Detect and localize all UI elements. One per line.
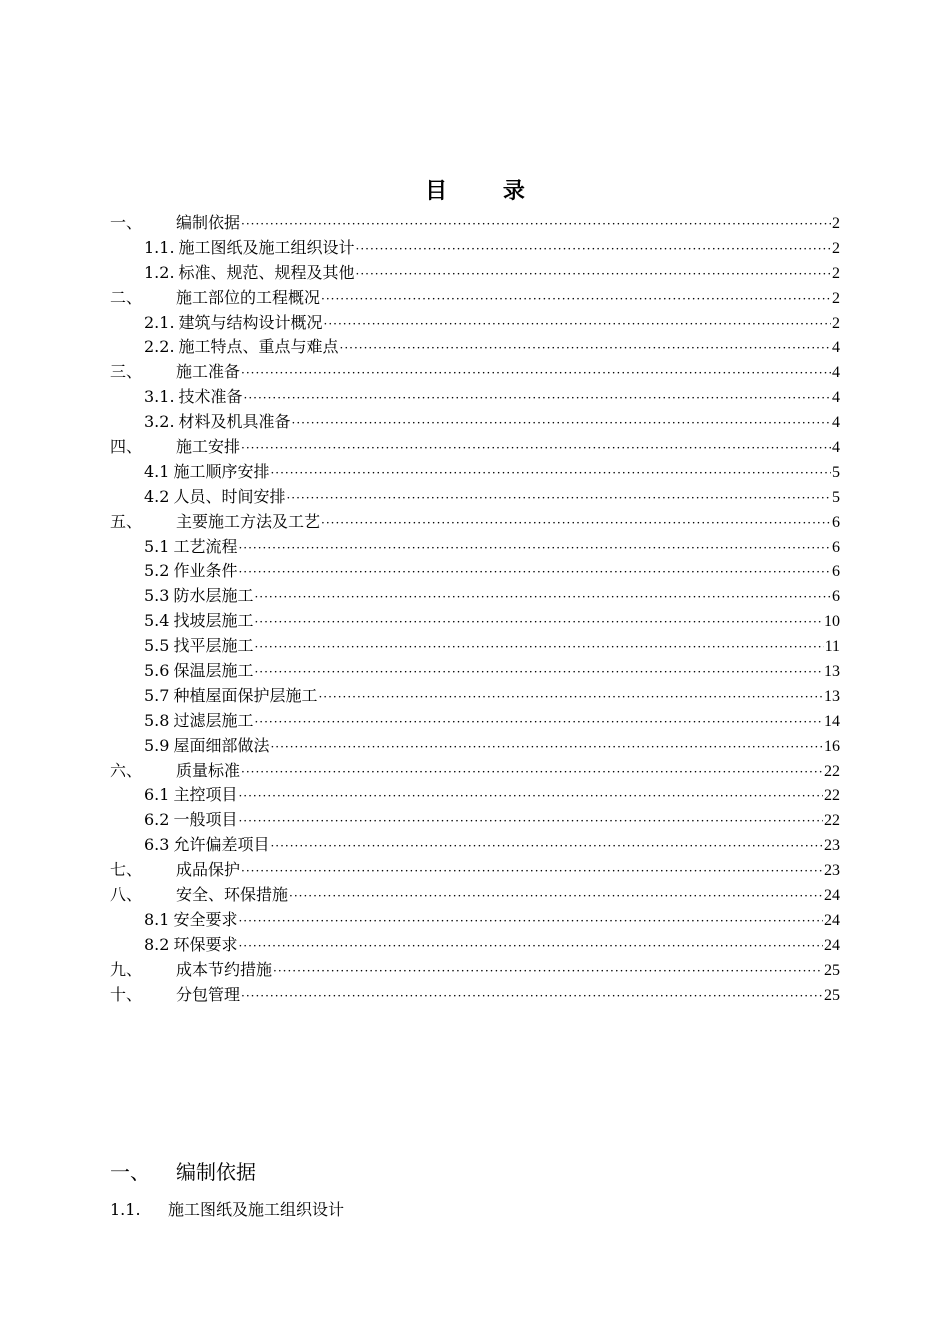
toc-entry-title: 屋面细部做法 (173, 735, 270, 755)
toc-entry-page: 13 (824, 687, 840, 705)
toc-entry-number: 九、 (110, 959, 143, 979)
toc-entry-title: 找平层施工 (173, 636, 254, 656)
toc-entry-page: 23 (824, 862, 840, 880)
toc-entry-page: 5 (832, 488, 840, 506)
toc-dot-leader (238, 809, 823, 834)
toc-entry-page: 23 (824, 837, 840, 855)
toc-dot-leader (292, 411, 831, 436)
toc-entry-number: 6.2 (144, 810, 170, 830)
toc-dot-leader (254, 585, 831, 610)
toc-dot-leader (241, 361, 831, 386)
toc-entry-page: 2 (832, 314, 840, 332)
toc-entry-number: 4.2 (144, 486, 170, 506)
toc-dot-leader (270, 735, 823, 760)
toc-entry-number: 2.1. (144, 312, 175, 332)
toc-entry[interactable] (110, 883, 840, 908)
toc-entry[interactable] (110, 933, 840, 958)
toc-entry-title: 建筑与结构设计概况 (178, 312, 323, 332)
toc-entry-number: 8.1 (144, 909, 170, 929)
toc-entry[interactable] (110, 261, 840, 286)
toc-entry-title: 标准、规范、规程及其他 (178, 262, 355, 282)
toc-entry-page: 13 (824, 663, 840, 681)
toc-entry-page: 4 (832, 439, 840, 457)
toc-entry-title: 作业条件 (173, 561, 238, 581)
toc-dot-leader (238, 934, 823, 959)
toc-entry-number: 5.1 (144, 536, 170, 556)
toc-entry-number: 6.3 (144, 835, 170, 855)
toc-entry-page: 24 (824, 911, 840, 929)
toc-entry-number: 5.8 (144, 710, 170, 730)
toc-entry-title: 主要施工方法及工艺 (176, 511, 321, 531)
toc-entry-page: 24 (824, 936, 840, 954)
toc-entry[interactable] (110, 858, 840, 883)
toc-entry[interactable] (110, 286, 840, 311)
toc-entry[interactable] (110, 236, 840, 261)
table-of-contents (110, 211, 840, 1008)
toc-entry-title: 找坡层施工 (173, 611, 254, 631)
toc-dot-leader (270, 834, 823, 859)
toc-entry-number: 5.7 (144, 685, 170, 705)
toc-entry-title: 施工顺序安排 (173, 461, 270, 481)
subsection-title: 施工图纸及施工组织设计 (168, 1200, 345, 1219)
toc-entry-page: 2 (832, 215, 840, 232)
toc-entry[interactable] (110, 808, 840, 833)
toc-entry[interactable] (110, 559, 840, 584)
toc-entry-title: 施工图纸及施工组织设计 (178, 237, 355, 257)
toc-entry-title: 一般项目 (173, 810, 238, 830)
toc-entry-page: 2 (832, 289, 840, 307)
toc-entry-title: 安全要求 (173, 909, 238, 929)
toc-entry-number: 4.1 (144, 461, 170, 481)
toc-entry[interactable] (110, 311, 840, 336)
toc-entry-number: 2.2. (144, 337, 175, 357)
toc-entry-page: 2 (832, 264, 840, 282)
toc-entry-number: 5.3 (144, 586, 170, 606)
toc-entry-number: 6.1 (144, 785, 170, 805)
toc-entry[interactable] (110, 360, 840, 385)
toc-dot-leader (324, 312, 831, 337)
toc-entry-number: 5.4 (144, 611, 170, 631)
toc-entry-title: 保温层施工 (173, 661, 254, 681)
toc-entry-number: 四、 (110, 437, 143, 457)
toc-entry-page: 4 (832, 414, 840, 432)
toc-entry-page: 22 (824, 787, 840, 805)
toc-entry[interactable] (110, 833, 840, 858)
toc-dot-leader (238, 909, 823, 934)
toc-dot-leader (238, 560, 831, 585)
toc-entry-title: 成品保护 (176, 860, 241, 880)
toc-dot-leader (321, 511, 831, 536)
toc-entry-title: 编制依据 (176, 213, 241, 232)
toc-dot-leader (241, 436, 831, 461)
toc-entry[interactable] (110, 783, 840, 808)
toc-dot-leader (241, 760, 823, 785)
toc-entry[interactable] (110, 211, 840, 236)
toc-entry[interactable] (110, 958, 840, 983)
toc-entry-title: 主控项目 (173, 785, 238, 805)
toc-entry-page: 4 (832, 364, 840, 382)
section-title: 编制依据 (176, 1160, 256, 1184)
section-number: 一、 (110, 1160, 150, 1184)
toc-dot-leader (241, 212, 831, 237)
toc-entry-title: 分包管理 (176, 984, 241, 1004)
toc-entry[interactable] (110, 734, 840, 759)
toc-entry-title: 质量标准 (176, 760, 241, 780)
toc-entry-number: 一、 (110, 213, 143, 232)
toc-dot-leader (254, 710, 823, 735)
toc-entry-title: 成本节约措施 (176, 959, 273, 979)
toc-entry-title: 施工部位的工程概况 (176, 287, 321, 307)
toc-entry-title: 施工准备 (176, 362, 241, 382)
toc-entry-page: 16 (824, 737, 840, 755)
toc-entry-number: 五、 (110, 511, 143, 531)
toc-entry-title: 防水层施工 (173, 586, 254, 606)
toc-entry-page: 24 (824, 887, 840, 905)
toc-entry-number: 1.2. (144, 262, 175, 282)
toc-entry-page: 10 (824, 613, 840, 631)
toc-entry-title: 施工安排 (176, 437, 241, 457)
toc-entry-number: 3.2. (144, 412, 175, 432)
toc-dot-leader (289, 884, 823, 909)
toc-dot-leader (270, 461, 831, 486)
section-heading (110, 1156, 256, 1185)
toc-entry-number: 5.2 (144, 561, 170, 581)
toc-entry[interactable] (110, 983, 840, 1008)
toc-entry[interactable] (110, 584, 840, 609)
toc-dot-leader (238, 536, 831, 561)
toc-dot-leader (254, 610, 823, 635)
toc-dot-leader (238, 784, 823, 809)
toc-entry[interactable] (110, 385, 840, 410)
toc-entry[interactable] (110, 908, 840, 933)
toc-dot-leader (356, 237, 831, 262)
toc-entry-title: 种植屋面保护层施工 (173, 685, 318, 705)
toc-dot-leader (254, 660, 823, 685)
toc-entry-page: 5 (832, 463, 840, 481)
toc-entry-title: 人员、时间安排 (173, 486, 286, 506)
toc-entry[interactable] (110, 709, 840, 734)
subsection-number: 1.1. (110, 1200, 141, 1219)
toc-entry-number: 5.6 (144, 661, 170, 681)
toc-entry[interactable] (110, 609, 840, 634)
toc-entry[interactable] (110, 659, 840, 684)
toc-entry-title: 技术准备 (178, 387, 243, 407)
toc-entry-title: 材料及机具准备 (178, 412, 291, 432)
toc-entry-page: 6 (832, 513, 840, 531)
toc-dot-leader (254, 635, 823, 660)
toc-entry-title: 允许偏差项目 (173, 835, 270, 855)
toc-entry-page: 22 (824, 812, 840, 830)
toc-entry[interactable] (110, 460, 840, 485)
toc-entry-number: 十、 (110, 984, 143, 1004)
subsection-heading (110, 1197, 344, 1220)
toc-dot-leader (321, 287, 831, 312)
toc-dot-leader (241, 984, 823, 1009)
toc-entry[interactable] (110, 535, 840, 560)
toc-entry-page: 11 (824, 638, 840, 656)
toc-entry-page: 22 (824, 762, 840, 780)
toc-entry-number: 8.2 (144, 934, 170, 954)
toc-entry-title: 过滤层施工 (173, 710, 254, 730)
toc-dot-leader (273, 959, 823, 984)
toc-entry-page: 25 (824, 986, 840, 1004)
toc-dot-leader (244, 386, 831, 411)
toc-entry[interactable] (110, 435, 840, 460)
toc-entry[interactable] (110, 335, 840, 360)
toc-entry-page: 25 (824, 961, 840, 979)
toc-entry-number: 八、 (110, 885, 143, 905)
toc-entry-number: 三、 (110, 362, 143, 382)
toc-entry-page: 4 (832, 339, 840, 357)
toc-entry-number: 六、 (110, 760, 143, 780)
toc-entry-number: 5.9 (144, 735, 170, 755)
toc-dot-leader (356, 262, 831, 287)
toc-entry[interactable] (110, 510, 840, 535)
toc-entry-title: 安全、环保措施 (176, 885, 289, 905)
toc-entry-number: 3.1. (144, 387, 175, 407)
toc-entry-number: 二、 (110, 287, 143, 307)
toc-dot-leader (241, 859, 823, 884)
toc-entry-page: 6 (832, 563, 840, 581)
toc-entry-title: 工艺流程 (173, 536, 238, 556)
toc-entry-page: 2 (832, 239, 840, 257)
toc-entry-number: 5.5 (144, 636, 170, 656)
toc-entry-page: 4 (832, 389, 840, 407)
toc-entry-number: 七、 (110, 860, 143, 880)
toc-entry-title: 环保要求 (173, 934, 238, 954)
toc-title: 目 录 (425, 178, 549, 204)
toc-entry-title: 施工特点、重点与难点 (178, 337, 339, 357)
toc-entry-page: 6 (832, 538, 840, 556)
toc-entry-number: 1.1. (144, 237, 175, 257)
toc-entry-page: 14 (824, 712, 840, 730)
toc-entry[interactable] (110, 485, 840, 510)
toc-dot-leader (340, 336, 831, 361)
toc-dot-leader (286, 486, 831, 511)
toc-entry[interactable] (110, 634, 840, 659)
toc-entry[interactable] (110, 684, 840, 709)
toc-entry-page: 6 (832, 588, 840, 606)
toc-entry[interactable] (110, 410, 840, 435)
toc-entry[interactable] (110, 759, 840, 784)
toc-dot-leader (318, 685, 823, 710)
